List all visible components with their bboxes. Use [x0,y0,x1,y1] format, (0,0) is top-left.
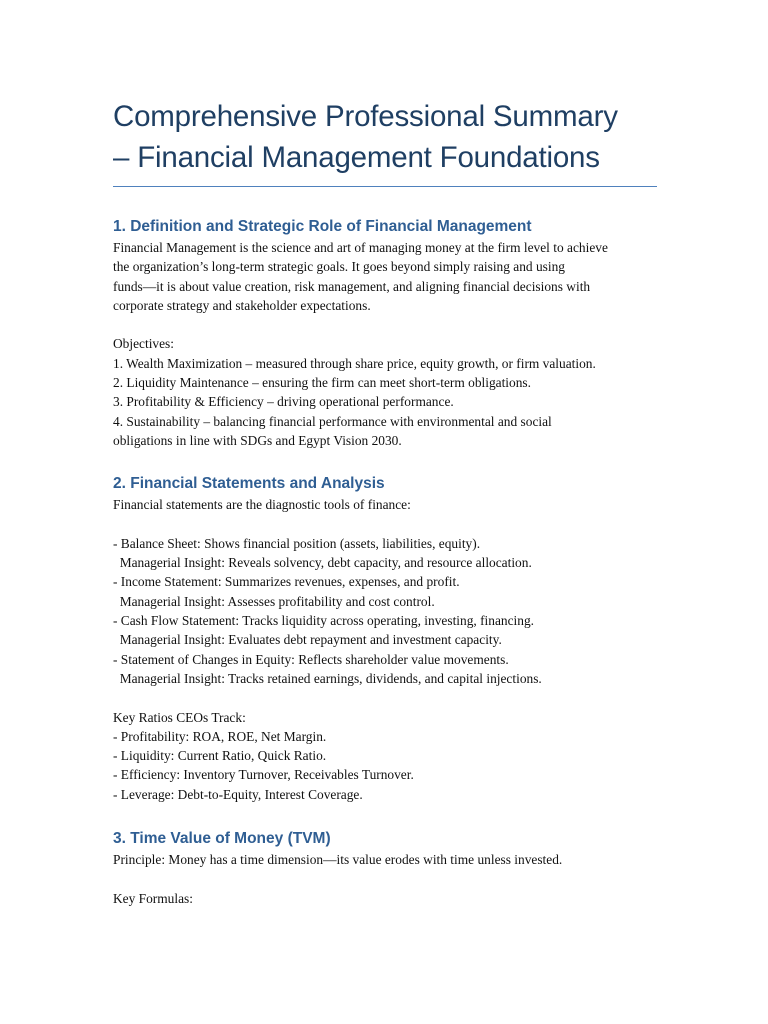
managerial-insight: Managerial Insight: Assesses profitability and cost control. [113,593,435,609]
blank-line [113,688,658,707]
body-line: Financial Management is the science and art of managing money at the firm level to achieve [113,240,608,255]
ratio-item: - Leverage: Debt-to-Equity, Interest Coverage. [113,786,363,802]
objective-item-continued: obligations in line with SDGs and Egypt Vision 2030. [113,432,402,448]
title-line-2: – Financial Management Foundations [113,141,600,174]
document-page [113,96,658,908]
objective-item: 1. Wealth Maximization – measured through share price, equity growth, or firm valuation. [113,355,596,371]
statement-item: - Income Statement: Summarizes revenues, expenses, and profit. [113,574,460,590]
objective-item: 2. Liquidity Maintenance – ensuring the firm can meet short-term obligations. [113,375,531,391]
body-line: funds—it is about value creation, risk management, and aligning financial decisions with [113,278,591,294]
statement-item: - Cash Flow Statement: Tracks liquidity across operating, investing, financing. [113,613,535,629]
managerial-insight: Managerial Insight: Evaluates debt repayment and investment capacity. [113,632,502,648]
title-divider [113,186,657,187]
section-1-body [113,238,658,450]
section-3-heading: 3. Time Value of Money (TVM) [113,830,331,848]
statement-item: - Balance Sheet: Shows financial position (assets, liabilities, equity). [113,535,481,551]
section-2-heading: 2. Financial Statements and Analysis [113,475,385,493]
ratio-item: - Efficiency: Inventory Turnover, Receivables Turnover. [113,767,414,783]
objective-item: 4. Sustainability – balancing financial performance with environmental and social [113,413,552,429]
body-line: Principle: Money has a time dimension—its value erodes with time unless invested. [113,852,563,868]
ratio-item: - Liquidity: Current Ratio, Quick Ratio. [113,748,327,764]
objectives-label: Objectives: [113,336,174,352]
document-title [113,96,658,178]
blank-line [113,315,658,334]
section-3-body [113,850,658,908]
body-line: Financial statements are the diagnostic tools of finance: [113,497,411,513]
blank-line [113,515,658,534]
ratios-label: Key Ratios CEOs Track: [113,709,246,725]
managerial-insight: Managerial Insight: Reveals solvency, debt capacity, and resource allocation. [113,555,532,571]
blank-line [113,869,658,888]
managerial-insight: Managerial Insight: Tracks retained earnings, dividends, and capital injections. [113,670,542,686]
body-line: corporate strategy and stakeholder expectations. [113,297,371,313]
section-2-body [113,495,658,804]
title-line-1: Comprehensive Professional Summary [113,100,618,133]
statement-item: - Statement of Changes in Equity: Reflects shareholder value movements. [113,651,509,667]
body-line: the organization’s long-term strategic goals. It goes beyond simply raising and using [113,259,565,275]
section-1-heading: 1. Definition and Strategic Role of Financial Management [113,218,532,235]
formulas-label: Key Formulas: [113,890,193,906]
ratio-item: - Profitability: ROA, ROE, Net Margin. [113,728,327,744]
objective-item: 3. Profitability & Efficiency – driving operational performance. [113,394,454,410]
